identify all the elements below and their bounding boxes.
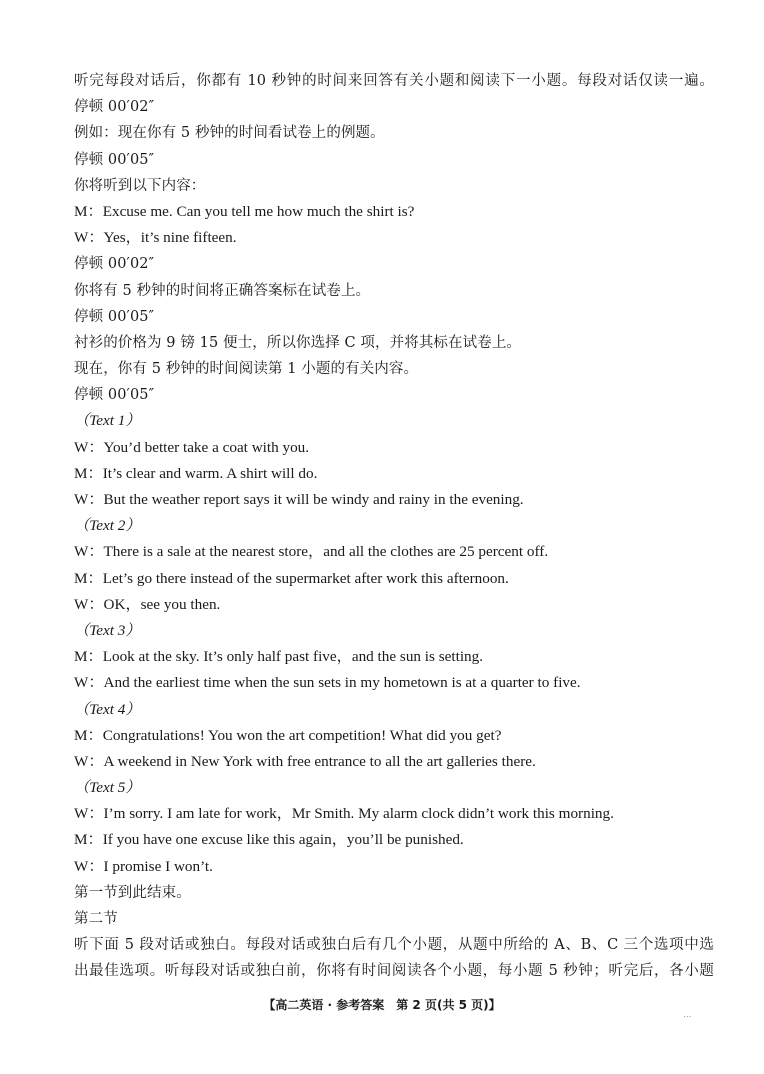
text-line: 停顿 00′05″: [74, 308, 155, 325]
text-heading: （Text 2）: [74, 517, 141, 535]
section-heading: 第二节: [74, 911, 118, 927]
text-line: 停顿 00′02″: [74, 256, 155, 273]
text-line: 你将有 5 秒钟的时间将正确答案标在试卷上。: [74, 282, 371, 299]
dialogue-line: W：There is a sale at the nearest store，and all the clothes are 25 percent off.: [74, 543, 549, 561]
dialogue-line: M：It’s clear and warm. A shirt will do.: [74, 464, 318, 482]
text-line: 现在，你有 5 秒钟的时间阅读第 1 小题的有关内容。: [74, 361, 419, 378]
text-heading: （Text 5）: [74, 779, 141, 797]
page-footer: 【高二英语 · 参考答案 第 2 页(共 5 页)】: [263, 998, 501, 1012]
text-line: 例如：现在你有 5 秒钟的时间看试卷上的例题。: [74, 125, 385, 142]
text-line: 出最佳选项。听每段对话或独白前，你将有时间阅读各个小题，每小题 5 秒钟；听完后，各小题: [74, 963, 714, 980]
dialogue-line: W：You’d better take a coat with you.: [74, 438, 310, 456]
dialogue-line: W：A weekend in New York with free entrance to all the art galleries there.: [74, 752, 536, 770]
dialogue-line: W：I promise I won’t.: [74, 857, 213, 875]
dialogue-line: M：If you have one excuse like this again，you’ll be punished.: [74, 831, 464, 849]
text-line: 第一节到此结束。: [74, 884, 191, 901]
dialogue-line: W：Yes，it’s nine fifteen.: [74, 229, 237, 247]
text-line: 听完每段对话后，你都有 10 秒钟的时间来回答有关小题和阅读下一小题。每段对话仅读一遍。: [74, 73, 714, 89]
text-line: 停顿 00′05″: [74, 387, 155, 404]
dialogue-line: M：Look at the sky. It’s only half past five，and the sun is setting.: [74, 648, 484, 666]
text-line: 停顿 00′05″: [74, 151, 155, 168]
dialogue-line: W：I’m sorry. I am late for work，Mr Smith. My alarm clock didn’t work this morning.: [74, 805, 614, 823]
corner-mark: ...: [683, 1010, 692, 1020]
dialogue-line: M：Let’s go there instead of the supermarket after work this afternoon.: [74, 569, 509, 587]
dialogue-line: W：OK，see you then.: [74, 595, 221, 613]
text-line: 衬衫的价格为 9 镑 15 便士，所以你选择 C 项，并将其标在试卷上。: [74, 334, 522, 351]
text-line: 听下面 5 段对话或独白。每段对话或独白后有几个小题，从题中所给的 A、B、C 三个选项中选: [74, 937, 714, 954]
text-heading: （Text 1）: [74, 412, 141, 430]
text-heading: （Text 4）: [74, 700, 141, 718]
text-line: 停顿 00′02″: [74, 99, 155, 116]
dialogue-line: W：But the weather report says it will be windy and rainy in the evening.: [74, 491, 524, 508]
dialogue-line: W：And the earliest time when the sun sets in my hometown is at a quarter to five.: [74, 674, 581, 692]
text-heading: （Text 3）: [74, 621, 141, 639]
document-body: [74, 68, 714, 985]
dialogue-line: M：Congratulations! You won the art competition! What did you get?: [74, 726, 502, 744]
text-line: 你将听到以下内容：: [74, 177, 206, 194]
dialogue-line: M：Excuse me. Can you tell me how much the shirt is?: [74, 202, 415, 220]
